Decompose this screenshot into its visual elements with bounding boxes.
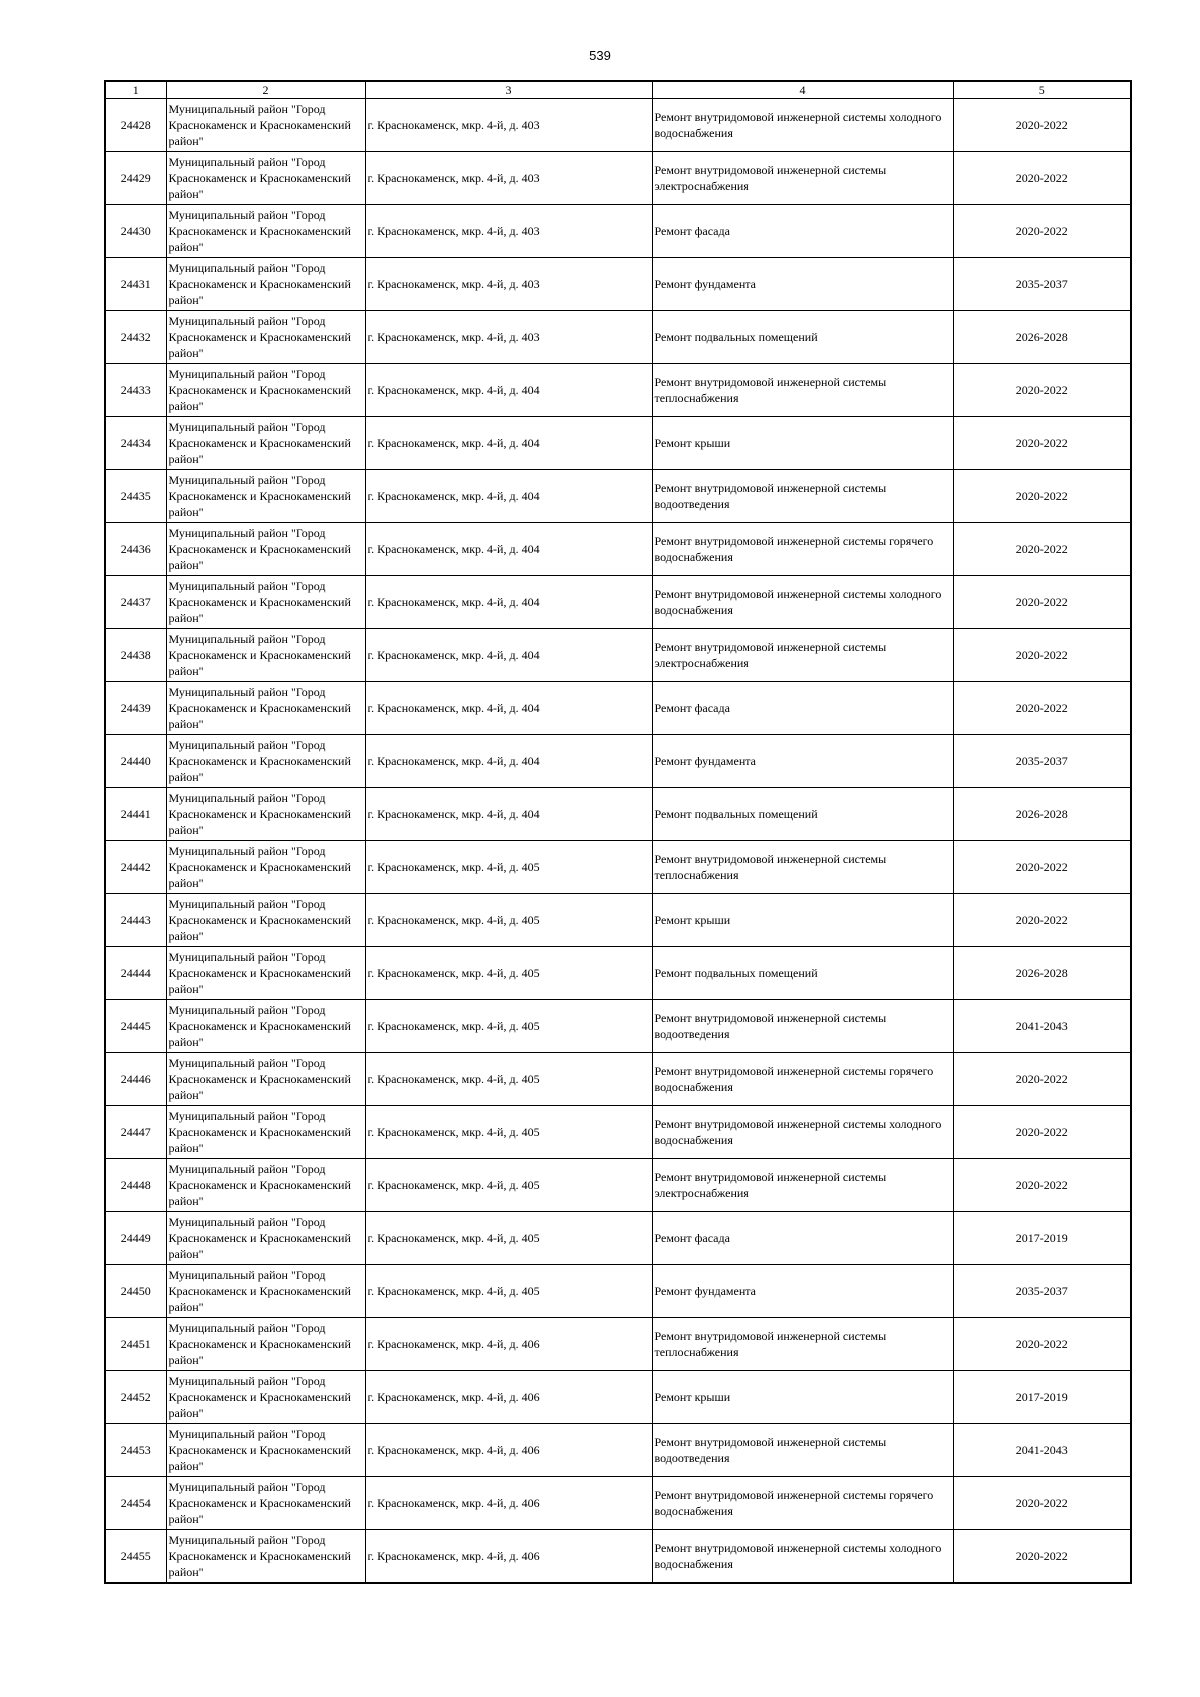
- municipality-cell: Муниципальный район "Город Краснокаменск и Краснокаменский район": [166, 99, 365, 152]
- row-number-cell: 24441: [105, 788, 166, 841]
- municipality-cell: Муниципальный район "Город Краснокаменск и Краснокаменский район": [166, 1212, 365, 1265]
- municipality-cell: Муниципальный район "Город Краснокаменск и Краснокаменский район": [166, 1530, 365, 1583]
- row-number-cell: 24453: [105, 1424, 166, 1477]
- table-row: [105, 1212, 1131, 1265]
- table-row: [105, 417, 1131, 470]
- address-cell: г. Краснокаменск, мкр. 4-й, д. 403: [365, 99, 652, 152]
- row-number-cell: 24435: [105, 470, 166, 523]
- work-type-cell: Ремонт внутридомовой инженерной системы горячего водоснабжения: [652, 523, 953, 576]
- address-cell: г. Краснокаменск, мкр. 4-й, д. 405: [365, 1106, 652, 1159]
- address-cell: г. Краснокаменск, мкр. 4-й, д. 406: [365, 1424, 652, 1477]
- period-cell: 2020-2022: [953, 1106, 1131, 1159]
- table-row: [105, 364, 1131, 417]
- work-type-cell: Ремонт внутридомовой инженерной системы горячего водоснабжения: [652, 1053, 953, 1106]
- work-type-cell: Ремонт фасада: [652, 205, 953, 258]
- row-number-cell: 24428: [105, 99, 166, 152]
- period-cell: 2020-2022: [953, 417, 1131, 470]
- period-cell: 2020-2022: [953, 1318, 1131, 1371]
- address-cell: г. Краснокаменск, мкр. 4-й, д. 404: [365, 576, 652, 629]
- work-type-cell: Ремонт внутридомовой инженерной системы теплоснабжения: [652, 364, 953, 417]
- row-number-cell: 24438: [105, 629, 166, 682]
- address-cell: г. Краснокаменск, мкр. 4-й, д. 405: [365, 1265, 652, 1318]
- table-row: [105, 1424, 1131, 1477]
- row-number-cell: 24455: [105, 1530, 166, 1583]
- work-type-cell: Ремонт внутридомовой инженерной системы горячего водоснабжения: [652, 1477, 953, 1530]
- municipality-cell: Муниципальный район "Город Краснокаменск и Краснокаменский район": [166, 1000, 365, 1053]
- period-cell: 2041-2043: [953, 1424, 1131, 1477]
- work-type-cell: Ремонт внутридомовой инженерной системы холодного водоснабжения: [652, 99, 953, 152]
- address-cell: г. Краснокаменск, мкр. 4-й, д. 405: [365, 1159, 652, 1212]
- row-number-cell: 24443: [105, 894, 166, 947]
- row-number-cell: 24454: [105, 1477, 166, 1530]
- table-row: [105, 1530, 1131, 1583]
- municipality-cell: Муниципальный район "Город Краснокаменск и Краснокаменский район": [166, 1424, 365, 1477]
- period-cell: 2020-2022: [953, 523, 1131, 576]
- row-number-cell: 24446: [105, 1053, 166, 1106]
- row-number-cell: 24447: [105, 1106, 166, 1159]
- address-cell: г. Краснокаменск, мкр. 4-й, д. 406: [365, 1530, 652, 1583]
- address-cell: г. Краснокаменск, мкр. 4-й, д. 403: [365, 311, 652, 364]
- table-row: [105, 947, 1131, 1000]
- period-cell: 2035-2037: [953, 735, 1131, 788]
- period-cell: 2017-2019: [953, 1371, 1131, 1424]
- municipality-cell: Муниципальный район "Город Краснокаменск и Краснокаменский район": [166, 364, 365, 417]
- table-row: [105, 1053, 1131, 1106]
- address-cell: г. Краснокаменск, мкр. 4-й, д. 406: [365, 1318, 652, 1371]
- period-cell: 2020-2022: [953, 470, 1131, 523]
- table-row: [105, 311, 1131, 364]
- period-cell: 2020-2022: [953, 205, 1131, 258]
- row-number-cell: 24440: [105, 735, 166, 788]
- municipality-cell: Муниципальный район "Город Краснокаменск и Краснокаменский район": [166, 894, 365, 947]
- work-type-cell: Ремонт внутридомовой инженерной системы электроснабжения: [652, 629, 953, 682]
- work-type-cell: Ремонт фундамента: [652, 258, 953, 311]
- address-cell: г. Краснокаменск, мкр. 4-й, д. 404: [365, 629, 652, 682]
- municipality-cell: Муниципальный район "Город Краснокаменск и Краснокаменский район": [166, 576, 365, 629]
- municipality-cell: Муниципальный район "Город Краснокаменск и Краснокаменский район": [166, 1159, 365, 1212]
- address-cell: г. Краснокаменск, мкр. 4-й, д. 404: [365, 682, 652, 735]
- table-row: [105, 1477, 1131, 1530]
- column-header: 3: [365, 81, 652, 99]
- address-cell: г. Краснокаменск, мкр. 4-й, д. 404: [365, 364, 652, 417]
- municipality-cell: Муниципальный район "Город Краснокаменск и Краснокаменский район": [166, 1106, 365, 1159]
- column-header: 2: [166, 81, 365, 99]
- municipality-cell: Муниципальный район "Город Краснокаменск и Краснокаменский район": [166, 1477, 365, 1530]
- row-number-cell: 24429: [105, 152, 166, 205]
- row-number-cell: 24430: [105, 205, 166, 258]
- period-cell: 2035-2037: [953, 258, 1131, 311]
- table-row: [105, 1265, 1131, 1318]
- row-number-cell: 24451: [105, 1318, 166, 1371]
- work-type-cell: Ремонт фасада: [652, 1212, 953, 1265]
- period-cell: 2026-2028: [953, 311, 1131, 364]
- table-row: [105, 523, 1131, 576]
- row-number-cell: 24444: [105, 947, 166, 1000]
- row-number-cell: 24442: [105, 841, 166, 894]
- address-cell: г. Краснокаменск, мкр. 4-й, д. 404: [365, 417, 652, 470]
- work-type-cell: Ремонт внутридомовой инженерной системы электроснабжения: [652, 1159, 953, 1212]
- address-cell: г. Краснокаменск, мкр. 4-й, д. 405: [365, 894, 652, 947]
- period-cell: 2020-2022: [953, 152, 1131, 205]
- address-cell: г. Краснокаменск, мкр. 4-й, д. 404: [365, 523, 652, 576]
- work-type-cell: Ремонт внутридомовой инженерной системы электроснабжения: [652, 152, 953, 205]
- row-number-cell: 24432: [105, 311, 166, 364]
- municipality-cell: Муниципальный район "Город Краснокаменск и Краснокаменский район": [166, 205, 365, 258]
- table-row: [105, 788, 1131, 841]
- period-cell: 2020-2022: [953, 1530, 1131, 1583]
- work-type-cell: Ремонт подвальных помещений: [652, 947, 953, 1000]
- municipality-cell: Муниципальный район "Город Краснокаменск и Краснокаменский район": [166, 1265, 365, 1318]
- work-type-cell: Ремонт крыши: [652, 894, 953, 947]
- work-type-cell: Ремонт внутридомовой инженерной системы водоотведения: [652, 1000, 953, 1053]
- row-number-cell: 24448: [105, 1159, 166, 1212]
- row-number-cell: 24431: [105, 258, 166, 311]
- row-number-cell: 24434: [105, 417, 166, 470]
- table-row: [105, 1371, 1131, 1424]
- column-header: 5: [953, 81, 1131, 99]
- period-cell: 2020-2022: [953, 99, 1131, 152]
- address-cell: г. Краснокаменск, мкр. 4-й, д. 404: [365, 470, 652, 523]
- work-type-cell: Ремонт внутридомовой инженерной системы теплоснабжения: [652, 841, 953, 894]
- address-cell: г. Краснокаменск, мкр. 4-й, д. 406: [365, 1371, 652, 1424]
- row-number-cell: 24436: [105, 523, 166, 576]
- row-number-cell: 24449: [105, 1212, 166, 1265]
- municipality-cell: Муниципальный район "Город Краснокаменск и Краснокаменский район": [166, 735, 365, 788]
- table-body: [105, 99, 1131, 1583]
- column-header: 4: [652, 81, 953, 99]
- municipality-cell: Муниципальный район "Город Краснокаменск и Краснокаменский район": [166, 788, 365, 841]
- municipality-cell: Муниципальный район "Город Краснокаменск и Краснокаменский район": [166, 629, 365, 682]
- work-type-cell: Ремонт крыши: [652, 417, 953, 470]
- table-row: [105, 152, 1131, 205]
- work-type-cell: Ремонт внутридомовой инженерной системы холодного водоснабжения: [652, 1106, 953, 1159]
- period-cell: 2020-2022: [953, 894, 1131, 947]
- address-cell: г. Краснокаменск, мкр. 4-й, д. 403: [365, 258, 652, 311]
- period-cell: 2020-2022: [953, 1159, 1131, 1212]
- municipality-cell: Муниципальный район "Город Краснокаменск и Краснокаменский район": [166, 682, 365, 735]
- work-type-cell: Ремонт крыши: [652, 1371, 953, 1424]
- municipality-cell: Муниципальный район "Город Краснокаменск и Краснокаменский район": [166, 523, 365, 576]
- registry-table: [104, 80, 1132, 1584]
- period-cell: 2020-2022: [953, 629, 1131, 682]
- municipality-cell: Муниципальный район "Город Краснокаменск и Краснокаменский район": [166, 1318, 365, 1371]
- municipality-cell: Муниципальный район "Город Краснокаменск и Краснокаменский район": [166, 258, 365, 311]
- work-type-cell: Ремонт внутридомовой инженерной системы водоотведения: [652, 1424, 953, 1477]
- column-header: 1: [105, 81, 166, 99]
- row-number-cell: 24437: [105, 576, 166, 629]
- municipality-cell: Муниципальный район "Город Краснокаменск и Краснокаменский район": [166, 152, 365, 205]
- period-cell: 2020-2022: [953, 364, 1131, 417]
- table-header: [105, 81, 1131, 99]
- address-cell: г. Краснокаменск, мкр. 4-й, д. 406: [365, 1477, 652, 1530]
- header-row: [105, 81, 1131, 99]
- period-cell: 2020-2022: [953, 576, 1131, 629]
- period-cell: 2035-2037: [953, 1265, 1131, 1318]
- work-type-cell: Ремонт фундамента: [652, 1265, 953, 1318]
- table-row: [105, 735, 1131, 788]
- address-cell: г. Краснокаменск, мкр. 4-й, д. 405: [365, 841, 652, 894]
- work-type-cell: Ремонт фундамента: [652, 735, 953, 788]
- row-number-cell: 24452: [105, 1371, 166, 1424]
- table-row: [105, 1318, 1131, 1371]
- period-cell: 2017-2019: [953, 1212, 1131, 1265]
- row-number-cell: 24433: [105, 364, 166, 417]
- municipality-cell: Муниципальный район "Город Краснокаменск и Краснокаменский район": [166, 947, 365, 1000]
- period-cell: 2020-2022: [953, 1477, 1131, 1530]
- address-cell: г. Краснокаменск, мкр. 4-й, д. 405: [365, 1212, 652, 1265]
- address-cell: г. Краснокаменск, мкр. 4-й, д. 403: [365, 205, 652, 258]
- period-cell: 2026-2028: [953, 947, 1131, 1000]
- table-row: [105, 258, 1131, 311]
- address-cell: г. Краснокаменск, мкр. 4-й, д. 403: [365, 152, 652, 205]
- work-type-cell: Ремонт внутридомовой инженерной системы водоотведения: [652, 470, 953, 523]
- row-number-cell: 24450: [105, 1265, 166, 1318]
- work-type-cell: Ремонт подвальных помещений: [652, 311, 953, 364]
- table-row: [105, 841, 1131, 894]
- table-row: [105, 99, 1131, 152]
- period-cell: 2020-2022: [953, 682, 1131, 735]
- address-cell: г. Краснокаменск, мкр. 4-й, д. 405: [365, 1000, 652, 1053]
- work-type-cell: Ремонт фасада: [652, 682, 953, 735]
- row-number-cell: 24439: [105, 682, 166, 735]
- table-row: [105, 682, 1131, 735]
- address-cell: г. Краснокаменск, мкр. 4-й, д. 404: [365, 735, 652, 788]
- period-cell: 2020-2022: [953, 1053, 1131, 1106]
- table-row: [105, 205, 1131, 258]
- period-cell: 2041-2043: [953, 1000, 1131, 1053]
- table-row: [105, 894, 1131, 947]
- table-row: [105, 1000, 1131, 1053]
- table-row: [105, 576, 1131, 629]
- municipality-cell: Муниципальный район "Город Краснокаменск и Краснокаменский район": [166, 841, 365, 894]
- work-type-cell: Ремонт подвальных помещений: [652, 788, 953, 841]
- municipality-cell: Муниципальный район "Город Краснокаменск и Краснокаменский район": [166, 1053, 365, 1106]
- municipality-cell: Муниципальный район "Город Краснокаменск и Краснокаменский район": [166, 311, 365, 364]
- row-number-cell: 24445: [105, 1000, 166, 1053]
- address-cell: г. Краснокаменск, мкр. 4-й, д. 404: [365, 788, 652, 841]
- address-cell: г. Краснокаменск, мкр. 4-й, д. 405: [365, 1053, 652, 1106]
- municipality-cell: Муниципальный район "Город Краснокаменск и Краснокаменский район": [166, 417, 365, 470]
- work-type-cell: Ремонт внутридомовой инженерной системы теплоснабжения: [652, 1318, 953, 1371]
- table-row: [105, 470, 1131, 523]
- table-row: [105, 1159, 1131, 1212]
- table-row: [105, 1106, 1131, 1159]
- municipality-cell: Муниципальный район "Город Краснокаменск и Краснокаменский район": [166, 1371, 365, 1424]
- period-cell: 2020-2022: [953, 841, 1131, 894]
- address-cell: г. Краснокаменск, мкр. 4-й, д. 405: [365, 947, 652, 1000]
- period-cell: 2026-2028: [953, 788, 1131, 841]
- table-row: [105, 629, 1131, 682]
- page-number: 539: [589, 48, 611, 63]
- work-type-cell: Ремонт внутридомовой инженерной системы холодного водоснабжения: [652, 576, 953, 629]
- municipality-cell: Муниципальный район "Город Краснокаменск и Краснокаменский район": [166, 470, 365, 523]
- work-type-cell: Ремонт внутридомовой инженерной системы холодного водоснабжения: [652, 1530, 953, 1583]
